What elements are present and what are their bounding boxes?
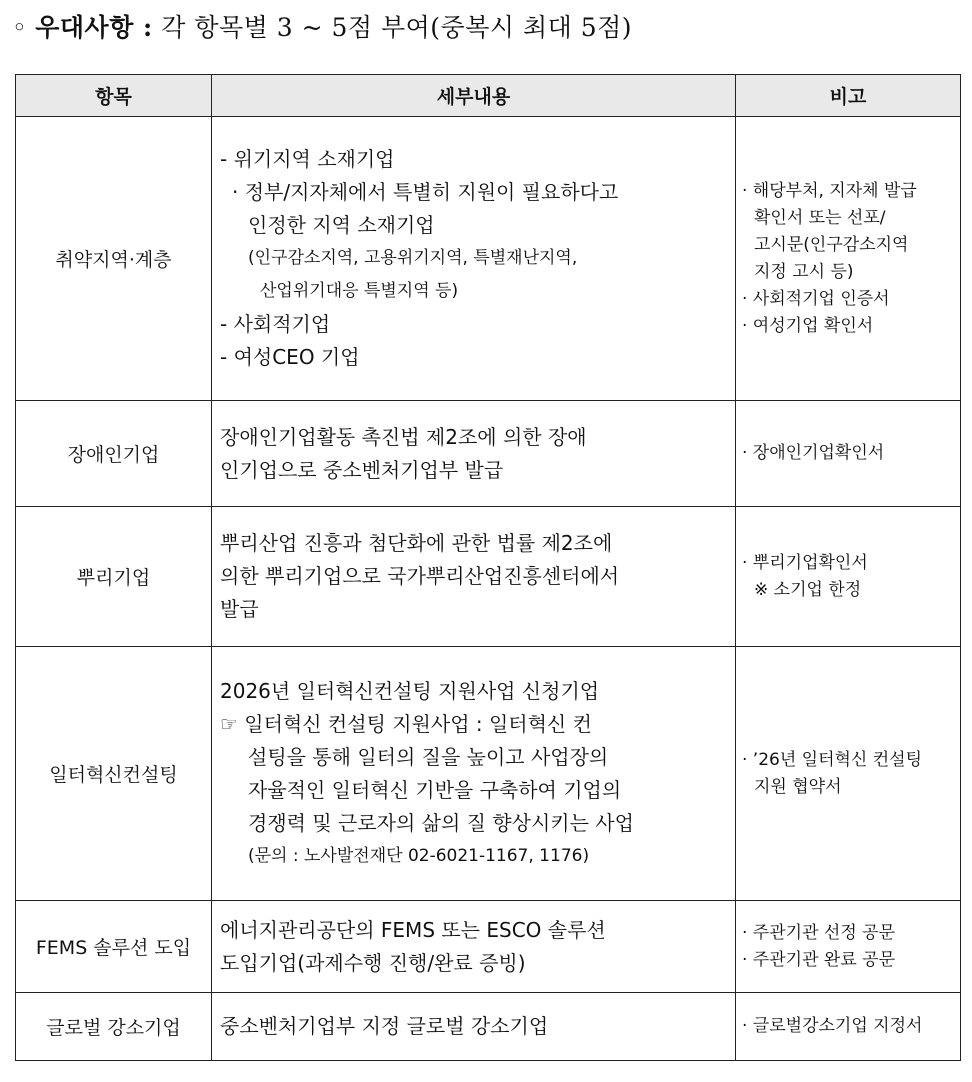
- note-line: 확인서 또는 선포/: [754, 207, 886, 228]
- detail-line: 산업위기대응 특별지역 등): [260, 281, 459, 301]
- table-row: [16, 901, 961, 993]
- row-detail: [212, 507, 736, 647]
- note-line: · 주관기관 완료 공문: [742, 949, 895, 970]
- note-line: · 해당부처, 지자체 발급: [742, 180, 917, 201]
- note-line: · 주관기관 선정 공문: [742, 922, 895, 943]
- table-header-row: [16, 75, 961, 117]
- table-row: [16, 993, 961, 1061]
- detail-line: 자율적인 일터혁신 기반을 구축하여 기업의: [248, 777, 622, 802]
- table-row: [16, 117, 961, 401]
- detail-line: (인구감소지역, 고용위기지역, 특별재난지역,: [248, 248, 578, 268]
- row-note: [736, 647, 961, 901]
- detail-line: - 여성CEO 기업: [220, 345, 360, 369]
- note-line: · 글로벌강소기업 지정서: [742, 1016, 923, 1036]
- row-note: [736, 901, 961, 993]
- row-item: 취약지역·계층: [16, 117, 212, 401]
- note-line: · 뿌리기업확인서: [742, 552, 868, 573]
- row-item: 일터혁신컨설팅: [16, 647, 212, 901]
- detail-line: 인기업으로 중소벤처기업부 발급: [220, 457, 504, 482]
- row-item: 장애인기업: [16, 401, 212, 507]
- row-detail: [212, 117, 736, 401]
- row-item: 뿌리기업: [16, 507, 212, 647]
- bullet-icon: ◦: [12, 13, 28, 42]
- detail-line: 도입기업(과제수행 진행/완료 증빙): [220, 950, 526, 975]
- note-line: · ’26년 일터혁신 컨설팅: [742, 749, 923, 770]
- detail-line: 중소벤처기업부 지정 글로벌 강소기업: [220, 1014, 549, 1038]
- note-line: ※ 소기업 한정: [754, 579, 862, 600]
- detail-line: 2026년 일터혁신컨설팅 지원사업 신청기업: [220, 678, 600, 703]
- note-line: · 여성기업 확인서: [742, 315, 874, 336]
- note-line: 지원 협약서: [754, 776, 842, 797]
- detail-line: · 정부/지자체에서 특별히 지원이 필요하다고: [232, 180, 619, 204]
- detail-line: 설팅을 통해 일터의 질을 높이고 사업장의: [248, 744, 609, 769]
- table-row: [16, 647, 961, 901]
- header-item: 항목: [16, 75, 212, 117]
- row-item: 글로벌 강소기업: [16, 993, 212, 1061]
- row-item: FEMS 솔루션 도입: [16, 901, 212, 993]
- section-heading: [12, 10, 632, 46]
- preference-table: [15, 74, 961, 1061]
- detail-line: 장애인기업활동 촉진법 제2조에 의한 장애: [220, 424, 587, 449]
- heading-text: 각 항목별 3 ~ 5점 부여(중복시 최대 5점): [161, 13, 632, 42]
- header-note: 비고: [736, 75, 961, 117]
- row-detail: [212, 901, 736, 993]
- row-note: [736, 117, 961, 401]
- row-note: [736, 507, 961, 647]
- row-detail: [212, 993, 736, 1061]
- detail-line: - 사회적기업: [220, 312, 331, 336]
- detail-line: 발급: [220, 597, 259, 621]
- note-line: 지정 고시 등): [754, 261, 854, 282]
- detail-line: 에너지관리공단의 FEMS 또는 ESCO 솔루션: [220, 917, 606, 942]
- table-row: [16, 507, 961, 647]
- heading-label: 우대사항 :: [35, 13, 153, 42]
- detail-line: - 위기지역 소재기업: [220, 147, 395, 171]
- detail-line: 인정한 지역 소재기업: [248, 213, 435, 237]
- detail-line: 의한 뿌리기업으로 국가뿌리산업진흥센터에서: [220, 564, 620, 588]
- detail-line: 뿌리산업 진흥과 첨단화에 관한 법률 제2조에: [220, 531, 613, 555]
- detail-line: 경쟁력 및 근로자의 삶의 질 향상시키는 사업: [248, 810, 634, 835]
- note-line: 고시문(인구감소지역: [754, 234, 909, 255]
- table-row: [16, 401, 961, 507]
- row-note: [736, 993, 961, 1061]
- row-detail: [212, 647, 736, 901]
- note-line: · 장애인기업확인서: [742, 443, 885, 463]
- detail-line: (문의 : 노사발전재단 02-6021-1167, 1176): [248, 845, 590, 866]
- row-detail: [212, 401, 736, 507]
- row-note: [736, 401, 961, 507]
- note-line: · 사회적기업 인증서: [742, 288, 890, 309]
- header-detail: 세부내용: [212, 75, 736, 117]
- detail-line: ☞ 일터혁신 컨설팅 지원사업 : 일터혁신 컨: [220, 711, 592, 736]
